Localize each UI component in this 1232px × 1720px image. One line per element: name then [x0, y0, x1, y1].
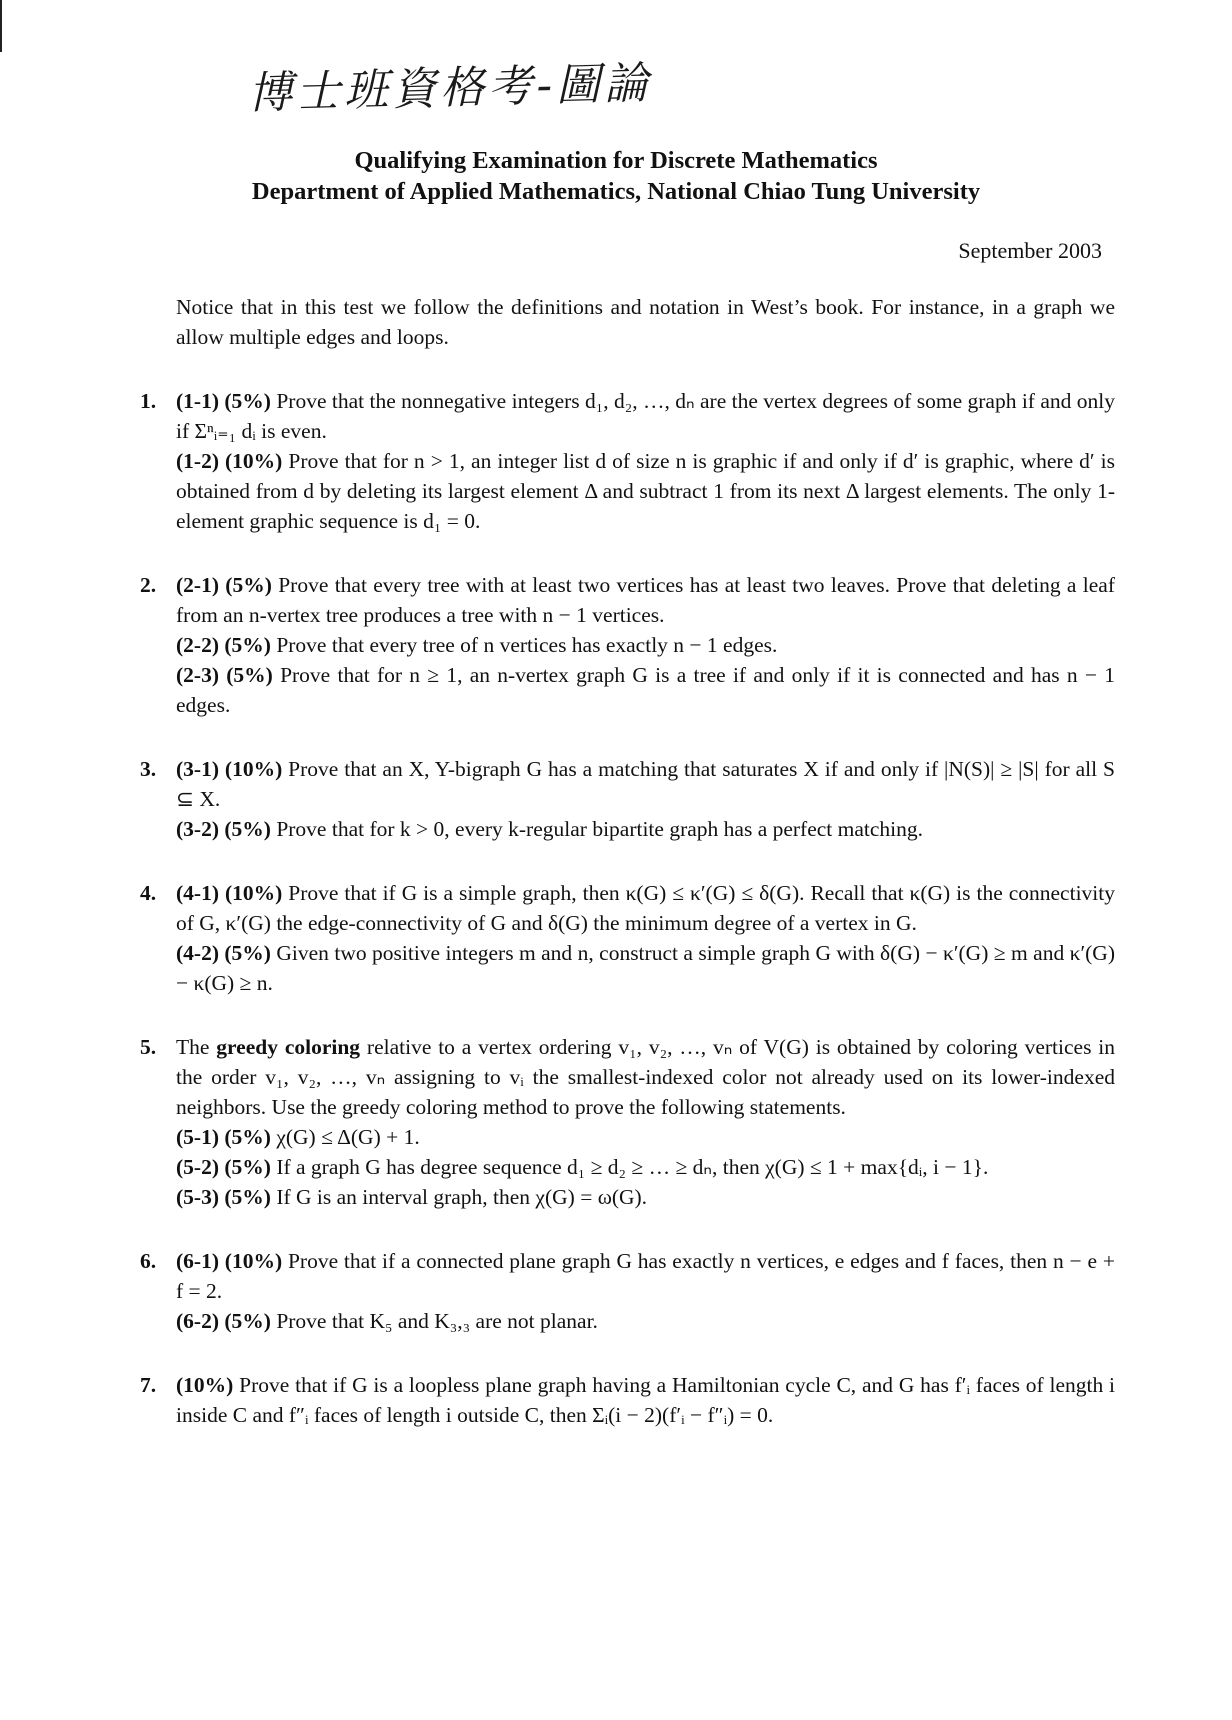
part-tag: (5-1) (5%) — [176, 1125, 271, 1149]
part-tag: (6-2) (5%) — [176, 1309, 271, 1333]
problem-7 — [140, 1370, 1115, 1430]
problem-part — [176, 386, 1115, 446]
part-text: Given two positive integers m and n, construct a simple graph G with δ(G) − κ′(G) ≥ m and κ′(G) − κ(G) ≥ n. — [176, 941, 1115, 995]
part-tag: (2-3) (5%) — [176, 663, 273, 687]
problem-number: 2. — [140, 573, 157, 597]
part-tag: (4-2) (5%) — [176, 941, 271, 965]
problem-5 — [140, 1032, 1115, 1212]
problem-intro — [176, 1032, 1115, 1122]
part-text: Prove that if a connected plane graph G has exactly n vertices, e edges and f faces, then n − e + f = 2. — [176, 1249, 1115, 1303]
part-text: If a graph G has degree sequence d₁ ≥ d₂ ≥ … ≥ dₙ, then χ(G) ≤ 1 + max{dᵢ, i − 1}. — [276, 1155, 989, 1179]
problem-part — [176, 660, 1115, 720]
problem-4 — [140, 878, 1115, 998]
problem-number: 1. — [140, 389, 157, 413]
problem-part — [176, 878, 1115, 938]
part-text: Prove that the nonnegative integers d₁, d₂, …, dₙ are the vertex degrees of some graph if and only if Σⁿᵢ₌₁ dᵢ is even. — [176, 389, 1115, 443]
problem-number: 5. — [140, 1035, 157, 1059]
problem-part — [176, 1246, 1115, 1306]
problem-part — [176, 570, 1115, 630]
problem-1 — [140, 386, 1115, 536]
problem-part — [176, 1152, 1115, 1182]
problem-part — [176, 1122, 1115, 1152]
problem-part — [176, 814, 1115, 844]
part-text: Prove that for n ≥ 1, an n-vertex graph G is a tree if and only if it is connected and has n − 1 edges. — [176, 663, 1115, 717]
part-text: Prove that if G is a simple graph, then κ(G) ≤ κ′(G) ≤ δ(G). Recall that κ(G) is the connectivity of G, κ′(G) the edge-connectivity of G and δ(G) the minimum degree of a vertex in G. — [176, 881, 1115, 935]
problem-number: 6. — [140, 1249, 157, 1273]
exam-date: September 2003 — [958, 238, 1102, 263]
problem-part — [176, 630, 1115, 660]
problem-2 — [140, 570, 1115, 720]
problem-part — [176, 1370, 1115, 1430]
department-title: Department of Applied Mathematics, National Chiao Tung University — [251, 178, 981, 205]
intro-before: The — [176, 1035, 210, 1059]
problem-list — [140, 386, 1115, 1430]
part-tag: (3-2) (5%) — [176, 817, 271, 841]
problem-number: 7. — [140, 1373, 157, 1397]
part-tag: (1-1) (5%) — [176, 389, 271, 413]
handwritten-header: 博士班資格考-圖論 — [247, 57, 653, 120]
part-text: Prove that for k > 0, every k-regular bipartite graph has a perfect matching. — [276, 817, 924, 841]
part-tag: (10%) — [176, 1373, 234, 1397]
part-text: Prove that if G is a loopless plane graph having a Hamiltonian cycle C, and G has f′ᵢ faces of length i inside C and f″ᵢ faces of length i outside C, then Σᵢ(i − 2)(f′ᵢ − f″ᵢ) = 0. — [176, 1373, 1116, 1427]
problem-6 — [140, 1246, 1115, 1336]
problem-part — [176, 754, 1115, 814]
problem-3 — [140, 754, 1115, 844]
part-tag: (6-1) (10%) — [176, 1249, 283, 1273]
problem-part — [176, 1306, 1115, 1336]
part-tag: (1-2) (10%) — [176, 449, 283, 473]
part-text: Prove that every tree of n vertices has exactly n − 1 edges. — [276, 633, 778, 657]
part-text: Prove that every tree with at least two vertices has at least two leaves. Prove that deleting a leaf from an n-vertex tree produces a tree with n − 1 vertices. — [176, 573, 1115, 627]
part-tag: (2-1) (5%) — [176, 573, 272, 597]
notice-paragraph: Notice that in this test we follow the definitions and notation in West’s book. For instance, in a graph we allow multiple edges and loops. — [176, 295, 1115, 349]
problem-number: 3. — [140, 757, 157, 781]
intro-bold-term: greedy coloring — [216, 1035, 361, 1059]
intro-after: relative to a vertex ordering v₁, v₂, …, vₙ of V(G) is obtained by coloring vertices in the order v₁, v₂, …, vₙ assigning to vᵢ the smallest-indexed color not already used on its lower-indexed neighbors. Use the greedy coloring method to prove the following statements. — [176, 1035, 1116, 1119]
part-tag: (3-1) (10%) — [176, 757, 283, 781]
scan-edge-mark — [0, 0, 2, 52]
part-text: If G is an interval graph, then χ(G) = ω(G). — [276, 1185, 648, 1209]
part-tag: (5-3) (5%) — [176, 1185, 271, 1209]
problem-number: 4. — [140, 881, 157, 905]
part-text: χ(G) ≤ Δ(G) + 1. — [276, 1125, 420, 1149]
problem-part — [176, 938, 1115, 998]
part-tag: (2-2) (5%) — [176, 633, 271, 657]
part-tag: (5-2) (5%) — [176, 1155, 271, 1179]
part-text: Prove that for n > 1, an integer list d of size n is graphic if and only if d′ is graphic, where d′ is obtained from d by deleting its largest element Δ and subtract 1 from its next Δ largest elements. The only 1-element graphic sequence is d₁ = 0. — [176, 449, 1115, 533]
part-text: Prove that an X, Y-bigraph G has a matching that saturates X if and only if |N(S)| ≥ |S| for all S ⊆ X. — [176, 757, 1115, 811]
problem-part — [176, 446, 1115, 536]
part-tag: (4-1) (10%) — [176, 881, 283, 905]
exam-title: Qualifying Examination for Discrete Mathematics — [354, 147, 878, 174]
part-text: Prove that K₅ and K₃,₃ are not planar. — [276, 1309, 598, 1333]
exam-content — [140, 292, 1115, 1464]
problem-part — [176, 1182, 1115, 1212]
